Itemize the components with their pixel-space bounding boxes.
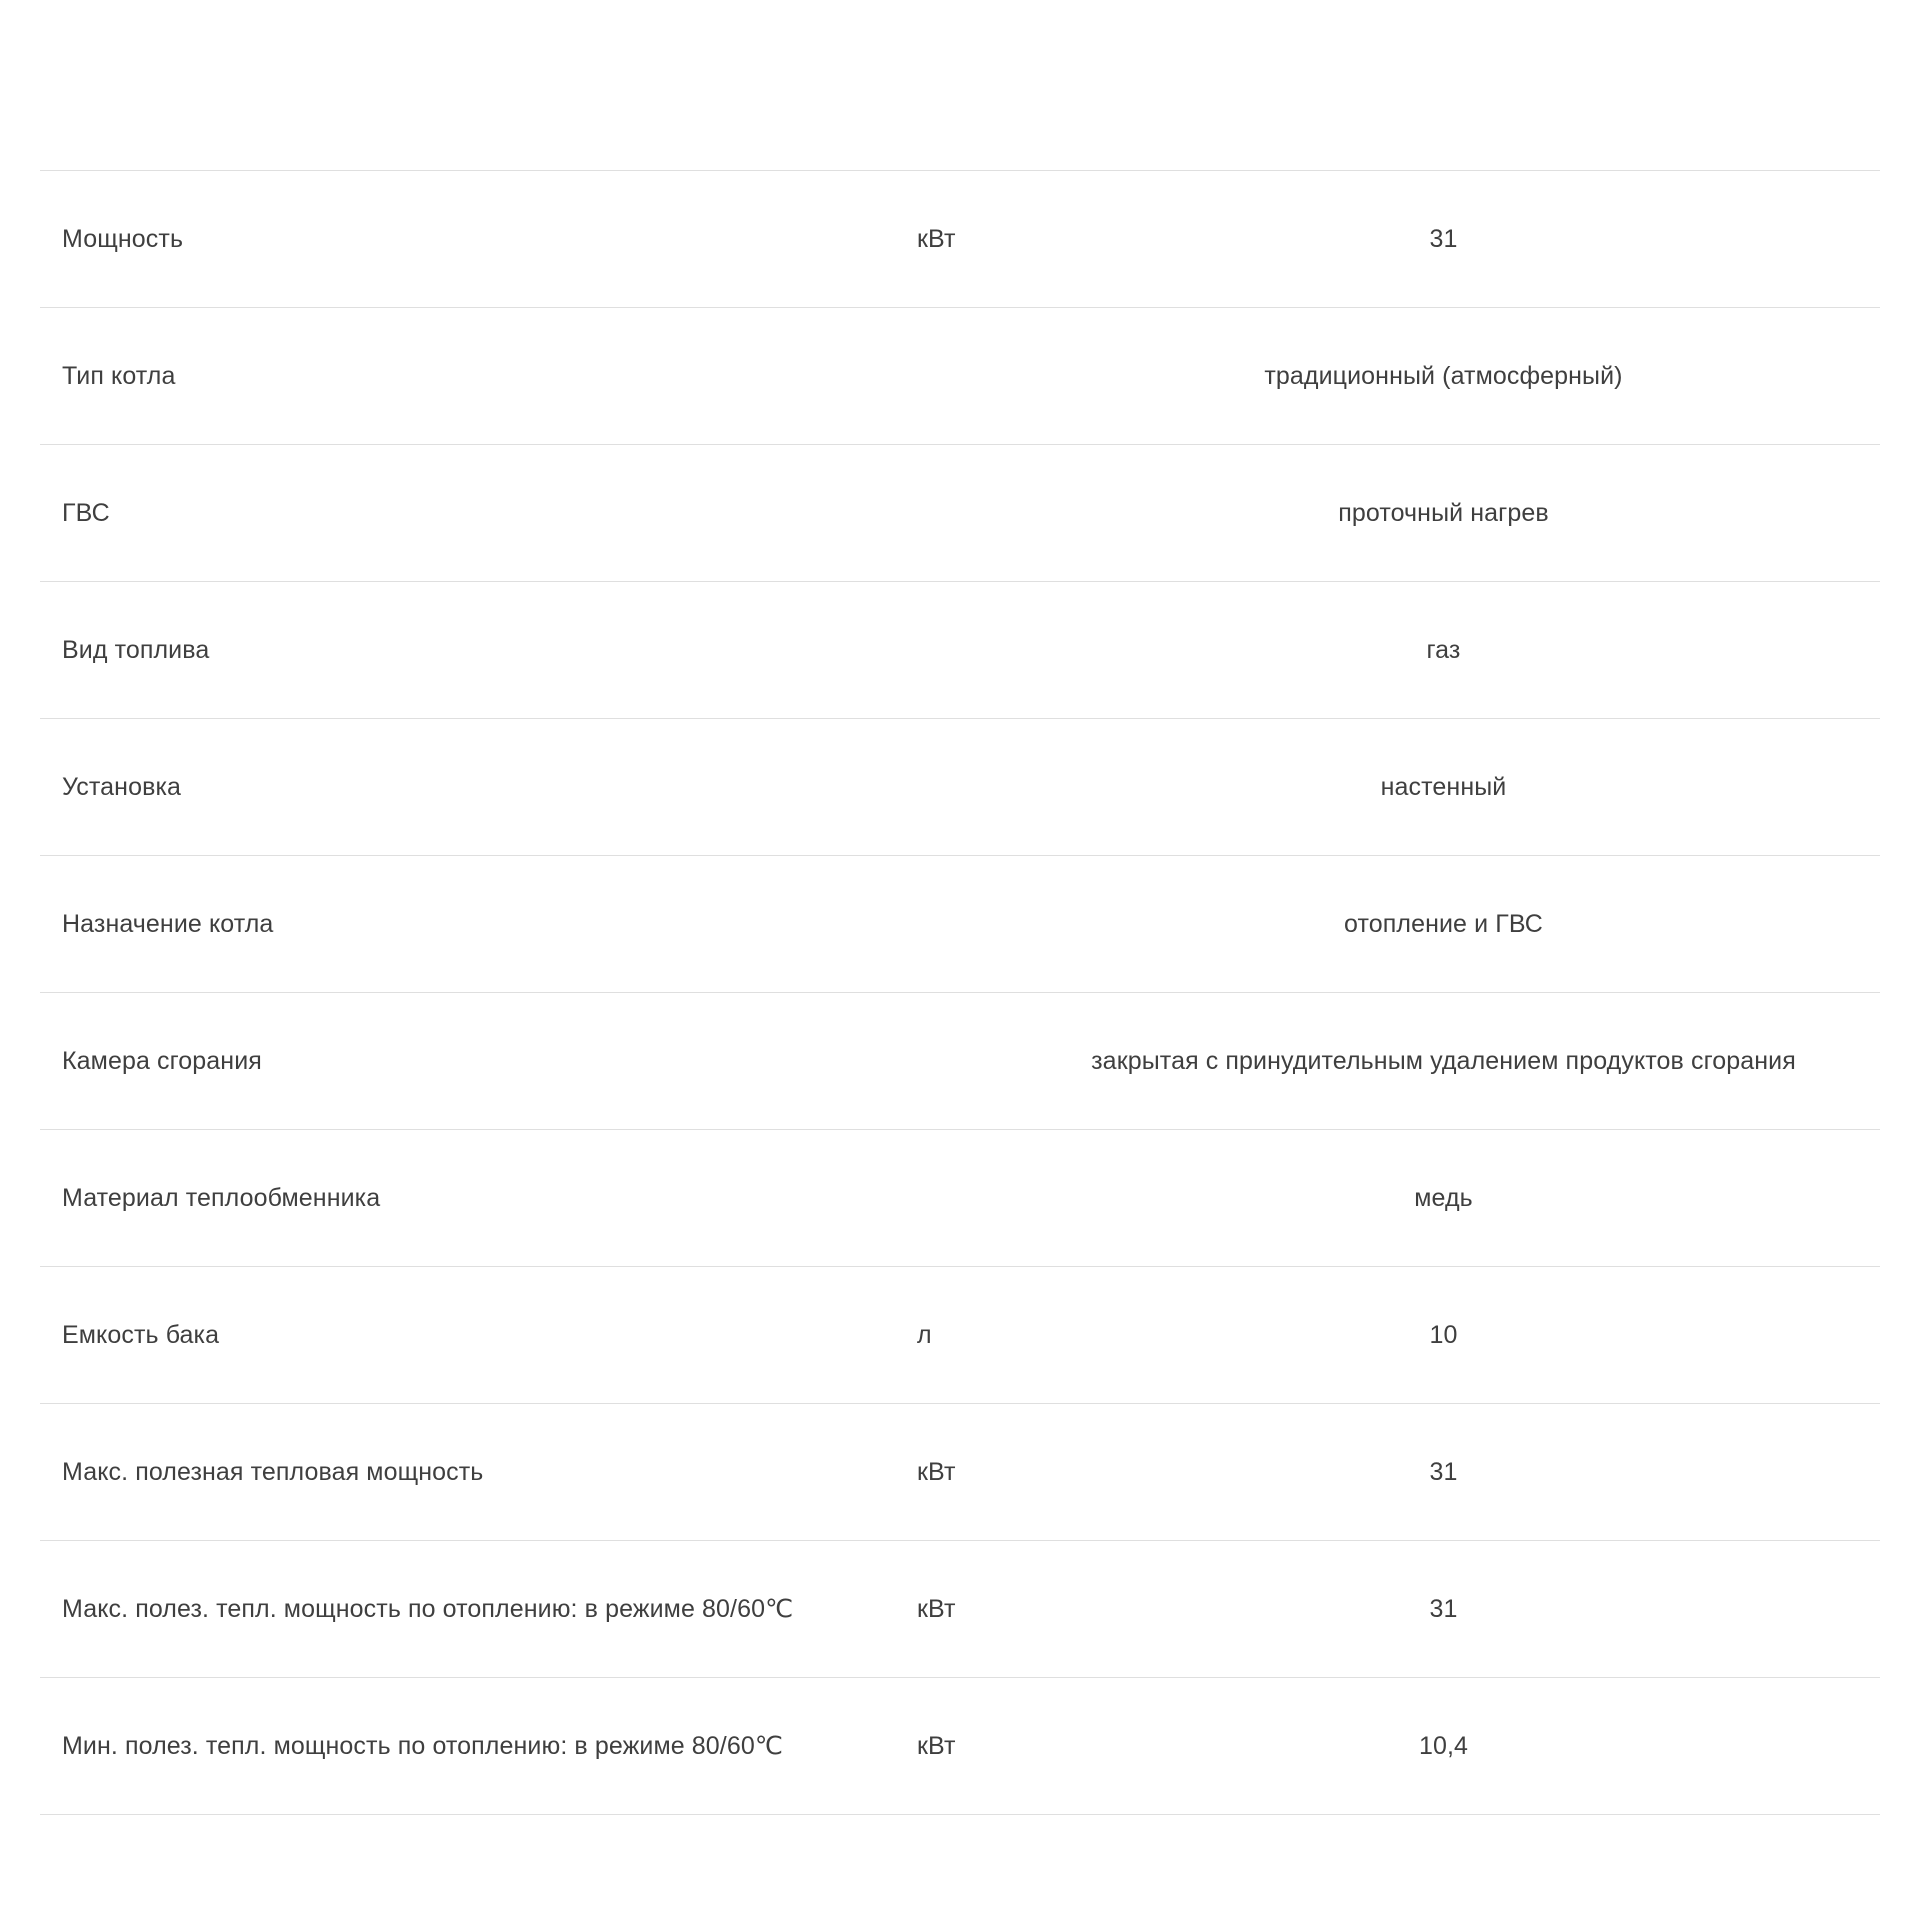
spec-name: Тип котла — [62, 361, 176, 390]
spec-unit — [917, 856, 1017, 993]
spec-name: Емкость бака — [62, 1320, 220, 1349]
spec-unit — [917, 1130, 1017, 1267]
spec-value: 31 — [1429, 1457, 1458, 1486]
spec-name: Вид топлива — [62, 635, 210, 664]
spec-unit — [917, 719, 1017, 856]
spec-value: 31 — [1429, 1594, 1458, 1623]
table-row — [40, 856, 1880, 993]
spec-value: 10,4 — [1418, 1731, 1469, 1760]
spec-value: отопление и ГВС — [1344, 909, 1543, 938]
spec-value: традиционный (атмосферный) — [1264, 361, 1623, 390]
spec-value: проточный нагрев — [1338, 498, 1549, 527]
table-row — [40, 1267, 1880, 1404]
spec-value: 10 — [1429, 1320, 1458, 1349]
spec-unit — [917, 445, 1017, 582]
spec-unit: кВт — [917, 1457, 956, 1486]
spec-value: газ — [1426, 635, 1461, 664]
table-row — [40, 993, 1880, 1130]
spec-unit — [917, 993, 1017, 1130]
spec-name: Назначение котла — [62, 909, 274, 938]
table-row — [40, 445, 1880, 582]
table-row — [40, 171, 1880, 308]
table-row — [40, 1678, 1880, 1815]
spec-name: Макс. полез. тепл. мощность по отоплению: в режиме 80/60℃ — [62, 1595, 794, 1623]
spec-unit — [917, 308, 1017, 445]
specification-table — [40, 170, 1880, 1815]
spec-name: Мощность — [62, 224, 184, 253]
spec-unit: кВт — [917, 1594, 956, 1623]
table-row — [40, 308, 1880, 445]
spec-unit: кВт — [917, 1731, 956, 1760]
spec-unit: л — [917, 1320, 932, 1349]
spec-value: настенный — [1380, 772, 1507, 801]
table-row — [40, 582, 1880, 719]
table-row — [40, 1404, 1880, 1541]
spec-unit: кВт — [917, 224, 956, 253]
spec-name: Установка — [62, 772, 182, 801]
spec-value: закрытая с принудительным удалением продуктов сгорания — [1091, 1046, 1796, 1075]
spec-name: ГВС — [62, 498, 110, 527]
spec-value: медь — [1414, 1183, 1473, 1212]
spec-value: 31 — [1429, 224, 1458, 253]
table-row — [40, 1130, 1880, 1267]
spec-name: Материал теплообменника — [62, 1183, 381, 1212]
specification-table-body — [40, 171, 1880, 1815]
spec-name: Макс. полезная тепловая мощность — [62, 1457, 484, 1486]
table-row — [40, 1541, 1880, 1678]
spec-name: Камера сгорания — [62, 1046, 262, 1075]
table-row — [40, 719, 1880, 856]
spec-unit — [917, 582, 1017, 719]
spec-name: Мин. полез. тепл. мощность по отоплению: в режиме 80/60℃ — [62, 1732, 784, 1760]
